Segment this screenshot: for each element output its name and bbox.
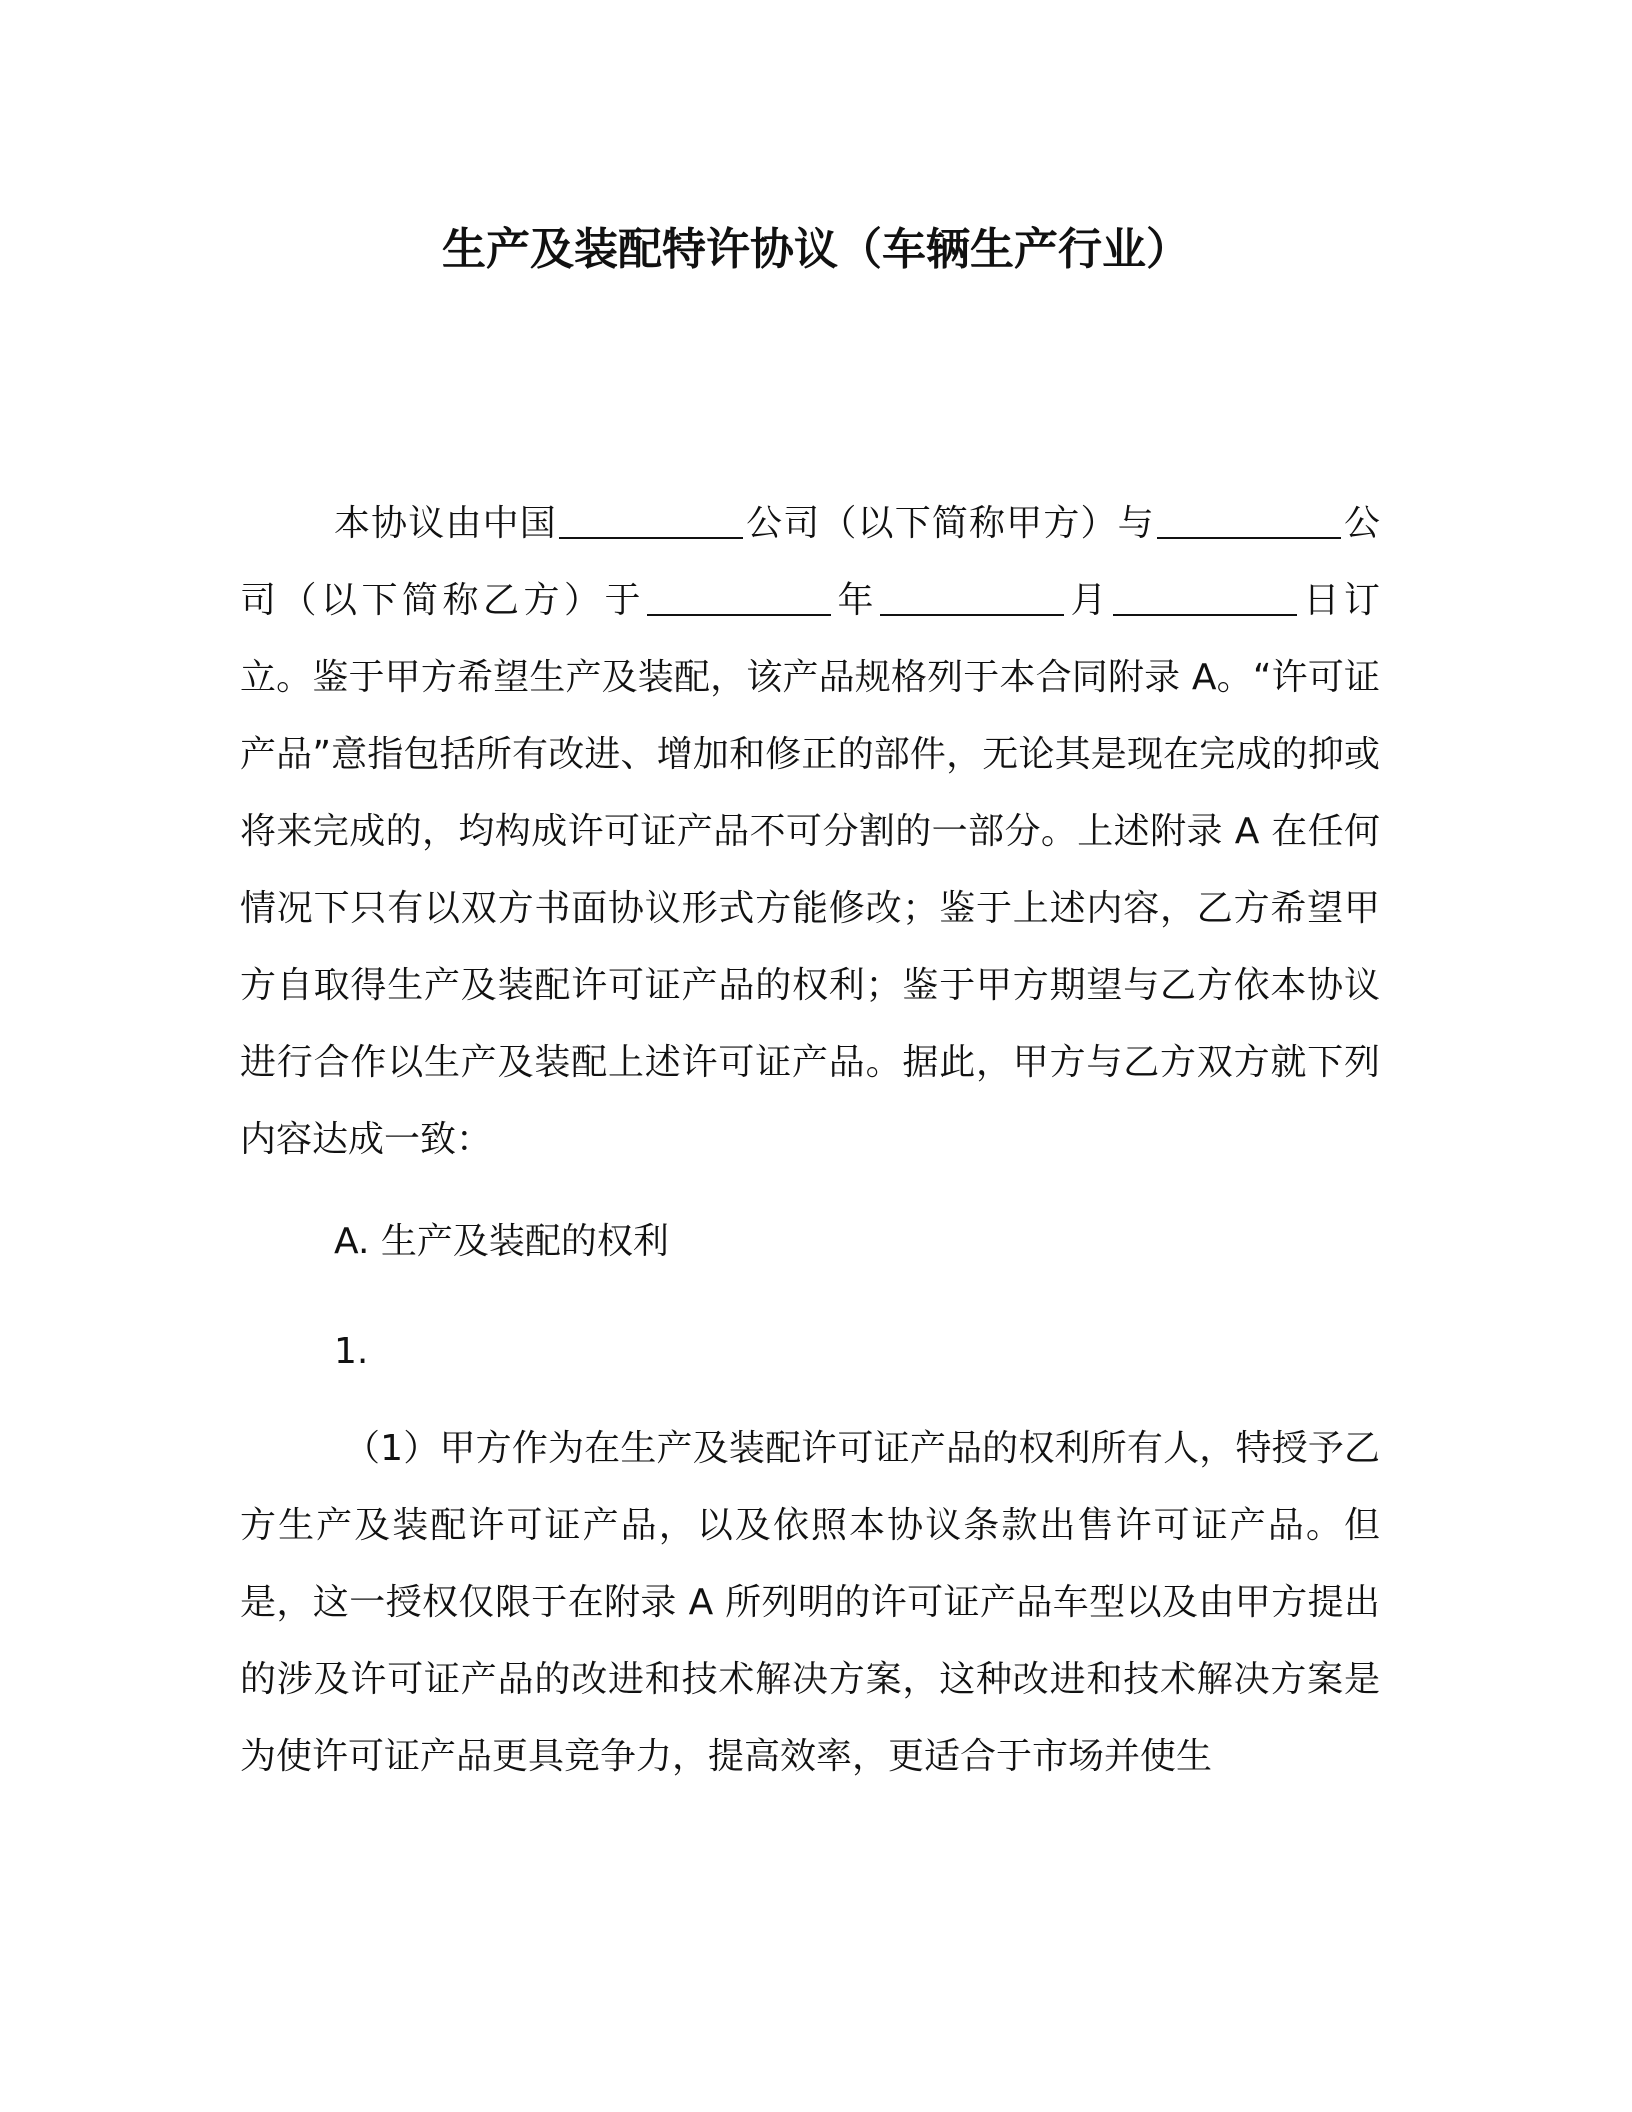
item-1-number: 1. [334, 1331, 369, 1372]
intro-text-4: 年 [832, 580, 878, 621]
month-blank [880, 578, 1064, 616]
intro-text-2: 公司（以下简称甲方）与 [744, 503, 1155, 544]
intro-text-3: 公司（以下简称乙方）于 [240, 503, 1380, 621]
clause-1-1-paragraph: （1）甲方作为在生产及装配许可证产品的权利所有人，特授予乙方生产及装配许可证产品，以及依照本协议条款出售许可证产品。但是，这一授权仅限于在附录 A 所列明的许可证产品车型以及由甲方提出的涉及许可证产品的改进和技术解决方案，这种改进和技术解决方案是为使许可证产品更具竞争力，提高效率，更适合于市场并使生 [240, 1428, 1380, 1777]
section-a-heading: A. 生产及装配的权利 [334, 1221, 669, 1262]
intro-text-5: 月 [1065, 580, 1111, 621]
party-a-name-blank [559, 501, 743, 539]
document-title: 生产及装配特许协议（车辆生产行业） [442, 224, 1190, 275]
intro-text-1: 本协议由中国 [334, 503, 557, 544]
intro-text-6: 日订立。鉴于甲方希望生产及装配，该产品规格列于本合同附录 A。“许可证产品”意指包括所有改进、增加和修正的部件，无论其是现在完成的抑或将来完成的，均构成许可证产品不可分割的一部分。上述附录 A 在任何情况下只有以双方书面协议形式方能修改；鉴于上述内容，乙方希望甲方自取得生产及装配许可证产品的权利；鉴于甲方期望与乙方依本协议进行合作以生产及装配上述许可证产品。据此，甲方与乙方双方就下列内容达成一致： [240, 580, 1380, 1160]
year-blank [647, 578, 831, 616]
party-b-name-blank [1157, 501, 1341, 539]
intro-paragraph [240, 485, 1380, 1178]
day-blank [1113, 578, 1297, 616]
